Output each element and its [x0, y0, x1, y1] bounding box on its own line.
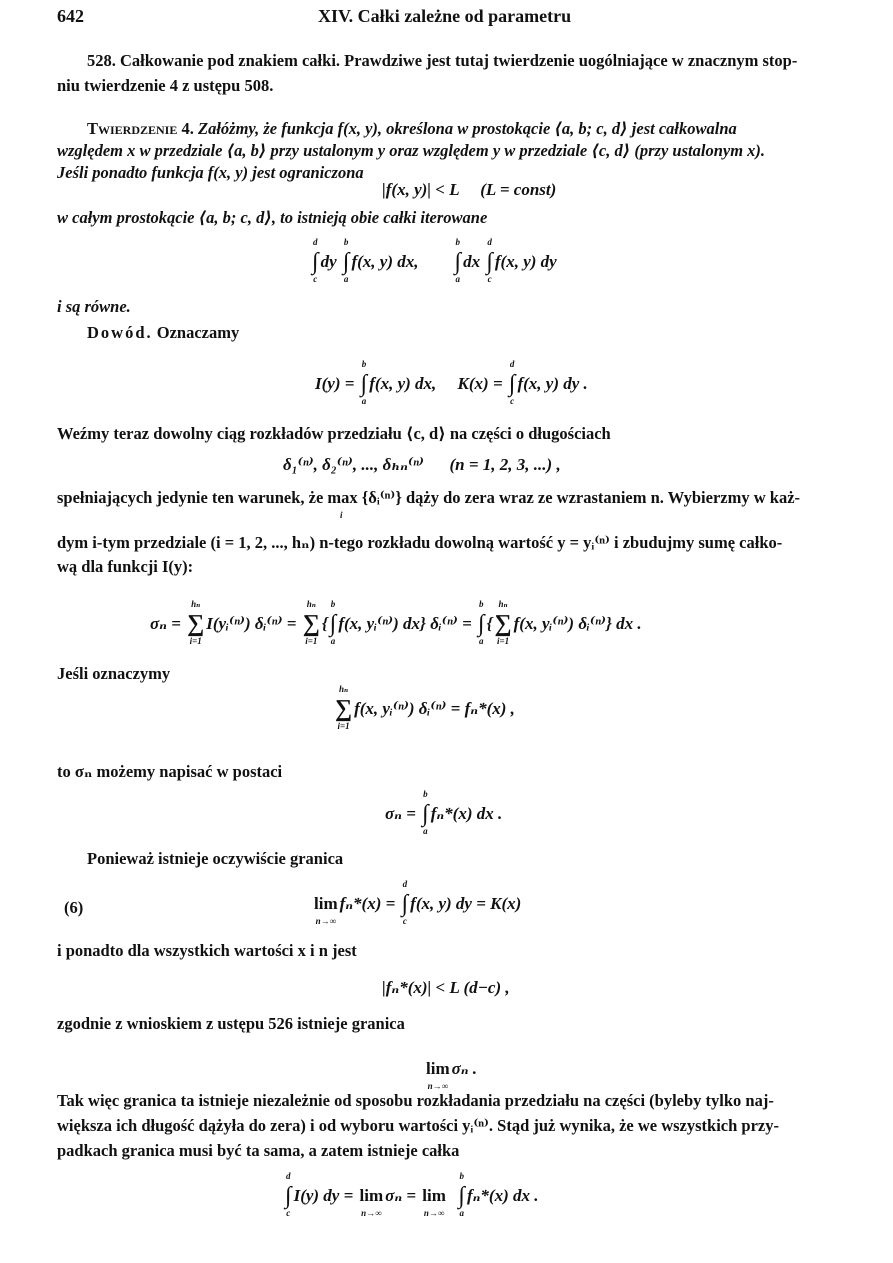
formula-inequality [382, 978, 510, 998]
lower-limit: n→∞ [423, 1208, 445, 1218]
lower-limit: c [402, 916, 407, 926]
formula-text: { [321, 614, 328, 633]
formula-text: I(y) = [315, 374, 359, 393]
formula-limit-6 [312, 880, 521, 928]
upper-limit: b [479, 599, 484, 609]
integral-sign [361, 360, 368, 408]
formula-sigma-integral [385, 790, 502, 838]
formula-text: f(x, y) dx, [351, 252, 453, 271]
operator-symbol: ∑ [335, 696, 353, 722]
theorem-line-3: Jeśli ponadto funkcja f(x, y) jest ograniczona [57, 163, 364, 182]
limit-operator [314, 880, 338, 928]
formula-text: |fₙ*(x)| < L (d−c) , [382, 978, 510, 997]
formula-text: dy [320, 252, 341, 271]
proof-text: Oznaczamy [152, 323, 240, 342]
formula-deltas [283, 455, 561, 475]
formula-text: I(yᵢ⁽ⁿ⁾) δᵢ⁽ⁿ⁾ = [206, 614, 301, 633]
upper-limit: d [509, 359, 515, 369]
lower-limit: n→∞ [361, 1208, 382, 1218]
formula-fstar [333, 685, 515, 733]
equation-label: (6) [64, 898, 84, 917]
proof-line-11: Tak więc granica ta istnieje niezależnie od sposobu rozkładania przedziału na części (byleby tylko naj- [57, 1091, 774, 1110]
lower-limit: c [313, 274, 318, 284]
upper-limit: hₙ [306, 599, 316, 609]
operator-symbol: ∫ [454, 249, 462, 275]
section-line-2: niu twierdzenie 4 z ustępu 508. [57, 76, 274, 95]
upper-limit: b [330, 599, 336, 609]
integral-sign [402, 880, 409, 928]
integral-sign [343, 238, 350, 286]
formula-text: f(x, yᵢ⁽ⁿ⁾) dx} δᵢ⁽ⁿ⁾ = [338, 614, 477, 633]
upper-limit: b [459, 1171, 464, 1181]
max-subscript: i [340, 510, 343, 520]
integral-sign [330, 600, 337, 648]
proof-line-3: spełniających jedynie ten warunek, że max {δᵢ⁽ⁿ⁾} dąży do zera wraz ze wzrastaniem n. Wybierzmy w każ- [57, 488, 801, 507]
lower-limit: c [487, 274, 492, 284]
operator-symbol: ∫ [486, 249, 493, 275]
theorem-line-5: i są równe. [57, 297, 131, 316]
lower-limit: a [479, 636, 484, 646]
formula-text: f(x, yᵢ⁽ⁿ⁾) δᵢ⁽ⁿ⁾} dx . [513, 614, 642, 633]
operator-symbol: ∫ [342, 249, 350, 275]
limit-operator [426, 1045, 450, 1093]
upper-limit: b [423, 789, 428, 799]
formula-text: fₙ*(x) dx . [466, 1186, 539, 1205]
upper-limit: b [361, 359, 367, 369]
formula-text: fₙ*(x) dx . [430, 804, 503, 823]
proof-line-2: Weźmy teraz dowolny ciąg rozkładów przedziału ⟨c, d⟩ na części o długościach [57, 424, 611, 443]
operator-symbol: ∑ [302, 611, 320, 637]
operator-symbol: ∫ [478, 611, 485, 637]
sum-sign [187, 600, 204, 648]
lower-limit: n→∞ [315, 916, 337, 926]
formula-text: I(y) dy = [293, 1186, 358, 1205]
theorem-line-1 [87, 119, 737, 139]
formula-text: dx [463, 252, 485, 271]
upper-limit: hₙ [338, 684, 349, 694]
upper-limit: b [343, 237, 349, 247]
integral-sign [458, 1172, 465, 1220]
theorem-line-2: względem x w przedziale ⟨a, b⟩ przy ustalonym y oraz względem y w przedziale ⟨c, d⟩ (przy ustalonym x). [57, 141, 766, 160]
integral-sign [312, 238, 319, 286]
upper-limit: d [313, 237, 318, 247]
operator-symbol: ∫ [458, 1183, 465, 1209]
lower-limit: i=1 [305, 636, 318, 646]
section-number: 528. [87, 51, 116, 70]
formula-text: f(x, y) dx, K(x) = [369, 374, 507, 393]
section-line-1 [87, 51, 797, 71]
upper-limit: d [286, 1171, 291, 1181]
operator-symbol: ∫ [312, 249, 319, 275]
integral-sign [454, 238, 461, 286]
formula-text: fₙ*(x) = [339, 894, 400, 913]
upper-limit: b [455, 237, 461, 247]
proof-line-8: Ponieważ istnieje oczywiście granica [87, 849, 344, 868]
lower-limit: i=1 [189, 636, 202, 646]
operator-symbol: ∑ [494, 611, 512, 637]
section-title: Całkowanie pod znakiem całki. [120, 51, 341, 70]
proof-line-10: zgodnie z wnioskiem z ustępu 526 istnieje granica [57, 1014, 405, 1033]
formula-text: δ₁⁽ⁿ⁾, δ₂⁽ⁿ⁾, ..., δₕₙ⁽ⁿ⁾ (n = 1, 2, 3, ...) , [283, 455, 561, 474]
formula-final [283, 1172, 539, 1220]
formula-text: σₙ = [385, 1186, 421, 1205]
section-text: Prawdziwe jest tutaj twierdzenie uogólniające w znacznym stop- [340, 51, 798, 70]
formula-text: f(x, y) dy . [517, 374, 588, 393]
lower-limit: i=1 [337, 721, 350, 731]
operator-symbol: ∫ [360, 371, 368, 397]
theorem-line-4: w całym prostokącie ⟨a, b; c, d⟩, to istnieją obie całki iterowane [57, 208, 488, 227]
formula-text: σₙ = [385, 804, 421, 823]
formula-bound [382, 180, 556, 200]
integral-sign [486, 238, 493, 286]
proof-line-6: Jeśli oznaczymy [57, 664, 171, 683]
formula-text: σₙ . [451, 1059, 478, 1078]
operator-symbol: ∫ [285, 1183, 292, 1209]
operator-symbol: ∫ [329, 611, 337, 637]
page-number: 642 [57, 6, 84, 26]
integral-sign [478, 600, 485, 648]
proof-line-1 [87, 323, 239, 343]
formula-text: f(x, yᵢ⁽ⁿ⁾) δᵢ⁽ⁿ⁾ = fₙ*(x) , [354, 699, 515, 718]
lower-limit: a [423, 826, 428, 836]
lower-limit: i=1 [497, 636, 510, 646]
integral-sign [422, 790, 429, 838]
operator-symbol: lim [422, 1186, 446, 1205]
formula-text: { [486, 614, 493, 633]
lower-limit: a [361, 396, 367, 406]
limit-operator [360, 1172, 384, 1220]
formula-text: f(x, y) dy = K(x) [410, 894, 522, 913]
integral-sign [509, 360, 516, 408]
proof-line-7: to σₙ możemy napisać w postaci [57, 762, 283, 781]
theorem-label: Twierdzenie 4. [87, 119, 194, 138]
operator-symbol: lim [359, 1186, 384, 1205]
upper-limit: hₙ [498, 599, 508, 609]
proof-line-9: i ponadto dla wszystkich wartości x i n jest [57, 941, 357, 960]
formula-text [448, 1186, 457, 1206]
lower-limit: a [330, 636, 336, 646]
operator-symbol: ∑ [187, 611, 205, 637]
sum-sign [303, 600, 320, 648]
formula-lim-sigma [424, 1045, 477, 1093]
upper-limit: hₙ [191, 599, 201, 609]
proof-line-5: wą dla funkcji I(y): [57, 557, 194, 576]
lower-limit: a [455, 274, 461, 284]
proof-line-13: padkach granica musi być ta sama, a zatem istnieje całka [57, 1141, 460, 1160]
operator-symbol: ∫ [401, 891, 409, 917]
lower-limit: n→∞ [427, 1081, 449, 1091]
lower-limit: a [343, 274, 349, 284]
sum-sign [335, 685, 352, 733]
formula-iterated [310, 238, 557, 286]
proof-line-4: dym i-tym przedziale (i = 1, 2, ..., hₙ) n-tego rozkładu dowolną wartość y = yᵢ⁽ⁿ⁾ i zbudujmy sumę całko- [57, 533, 783, 552]
running-header: XIV. Całki zależne od parametru [318, 6, 572, 26]
integral-sign [285, 1172, 292, 1220]
operator-symbol: lim [314, 894, 338, 913]
operator-symbol: lim [426, 1059, 450, 1078]
upper-limit: d [402, 879, 408, 889]
operator-symbol: ∫ [508, 371, 516, 397]
limit-operator [422, 1172, 446, 1220]
formula-text: f(x, y) dy [494, 252, 557, 271]
lower-limit: c [510, 396, 515, 406]
proof-line-12: większa ich długość dążyła do zera) i od wyboru wartości yᵢ⁽ⁿ⁾. Stąd już wynika, że we wszystkich przy- [57, 1116, 780, 1135]
upper-limit: d [487, 237, 492, 247]
operator-symbol: ∫ [422, 801, 429, 827]
formula-text: σₙ = [150, 614, 186, 633]
formula-definitions [315, 360, 588, 408]
theorem-text: Załóżmy, że funkcja f(x, y), określona w prostokącie ⟨a, b; c, d⟩ jest całkowalna [193, 119, 737, 138]
lower-limit: c [286, 1208, 291, 1218]
sum-sign [495, 600, 512, 648]
formula-text: |f(x, y)| < L (L = const) [382, 180, 557, 199]
proof-label: Dowód. [87, 323, 153, 342]
lower-limit: a [459, 1208, 464, 1218]
formula-sigma [150, 600, 642, 648]
